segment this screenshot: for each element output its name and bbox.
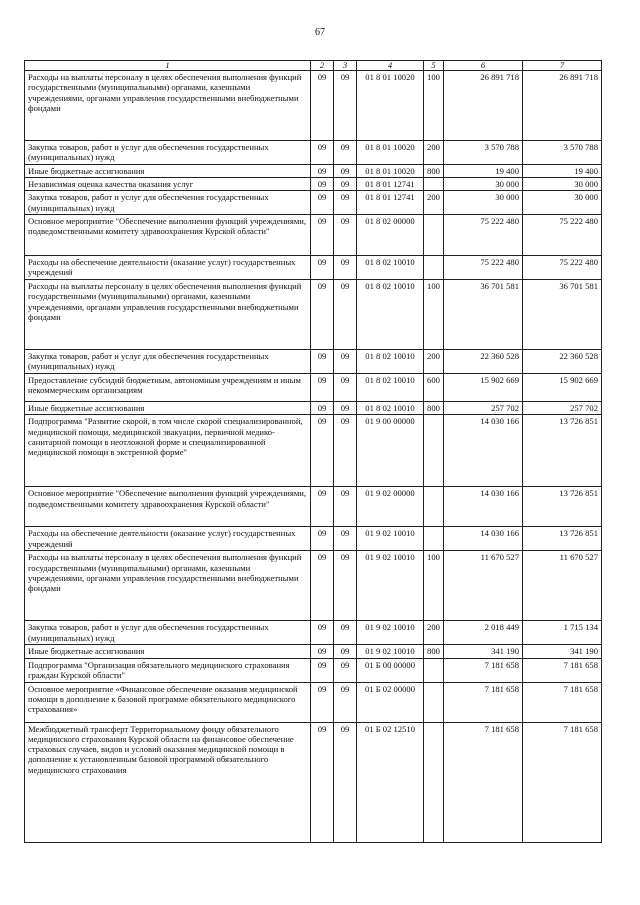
row-expense-type	[424, 255, 444, 279]
row-name: Межбюджетный трансферт Территориальному фонду обязательного медицинского страхования Курской области на финансовое обеспечение страховых случаев, видов и условий оказания медицинской помощи в дополнение к установленным базовой программой обязательного медицинского страхования	[25, 722, 311, 842]
row-name: Закупка товаров, работ и услуг для обеспечения государственных (муниципальных) нужд	[25, 141, 311, 165]
row-subsection: 09	[334, 214, 357, 255]
row-amount-1: 2 018 449	[444, 621, 523, 645]
row-section: 09	[311, 71, 334, 141]
row-amount-2: 13 726 851	[523, 527, 602, 551]
row-amount-2: 7 181 658	[523, 722, 602, 842]
row-expense-type: 100	[424, 551, 444, 621]
row-target-article: 01 Б 00 00000	[357, 658, 424, 682]
table-row	[25, 658, 602, 682]
row-name: Предоставление субсидий бюджетным, автономным учреждениям и иным некоммерческим организациям	[25, 373, 311, 401]
row-expense-type: 600	[424, 373, 444, 401]
row-name: Основное мероприятие «Финансовое обеспечение оказания медицинской помощи в дополнение к базовой программе обязательного медицинского страхования»	[25, 682, 311, 722]
row-amount-2: 7 181 658	[523, 658, 602, 682]
row-name: Закупка товаров, работ и услуг для обеспечения государственных (муниципальных) нужд	[25, 191, 311, 215]
page-number: 67	[315, 27, 325, 38]
row-target-article: 01 8 01 12741	[357, 177, 424, 190]
row-expense-type: 800	[424, 164, 444, 177]
row-target-article: 01 9 02 10010	[357, 527, 424, 551]
row-section: 09	[311, 177, 334, 190]
row-expense-type	[424, 722, 444, 842]
table-row	[25, 682, 602, 722]
row-amount-1: 341 190	[444, 645, 523, 658]
row-amount-2: 30 000	[523, 191, 602, 215]
row-subsection: 09	[334, 527, 357, 551]
row-name: Независимая оценка качества оказания услуг	[25, 177, 311, 190]
row-amount-1: 257 702	[444, 401, 523, 414]
row-target-article: 01 8 02 10010	[357, 373, 424, 401]
row-amount-2: 1 715 134	[523, 621, 602, 645]
row-subsection: 09	[334, 141, 357, 165]
row-section: 09	[311, 141, 334, 165]
row-expense-type	[424, 415, 444, 487]
table-row	[25, 621, 602, 645]
row-section: 09	[311, 191, 334, 215]
row-subsection: 09	[334, 487, 357, 527]
row-section: 09	[311, 551, 334, 621]
column-header: 5	[424, 61, 444, 71]
row-subsection: 09	[334, 682, 357, 722]
row-name: Основное мероприятие "Обеспечение выполнения функций учреждениями, подведомственными комитету здравоохранения Курской области"	[25, 214, 311, 255]
row-amount-2: 15 902 669	[523, 373, 602, 401]
row-section: 09	[311, 415, 334, 487]
row-subsection: 09	[334, 255, 357, 279]
table-row	[25, 255, 602, 279]
table-row	[25, 177, 602, 190]
row-amount-2: 75 222 480	[523, 214, 602, 255]
row-subsection: 09	[334, 551, 357, 621]
table-row	[25, 722, 602, 842]
row-target-article: 01 8 01 10020	[357, 164, 424, 177]
table-row	[25, 551, 602, 621]
row-section: 09	[311, 682, 334, 722]
table-row	[25, 349, 602, 373]
row-name: Иные бюджетные ассигнования	[25, 164, 311, 177]
row-target-article: 01 8 02 10010	[357, 349, 424, 373]
row-expense-type	[424, 658, 444, 682]
column-header: 6	[444, 61, 523, 71]
row-amount-2: 19 400	[523, 164, 602, 177]
table-row	[25, 373, 602, 401]
row-amount-2: 26 891 718	[523, 71, 602, 141]
table-row	[25, 401, 602, 414]
row-amount-1: 36 701 581	[444, 279, 523, 349]
row-target-article: 01 9 00 00000	[357, 415, 424, 487]
row-name: Иные бюджетные ассигнования	[25, 645, 311, 658]
row-section: 09	[311, 527, 334, 551]
row-target-article: 01 9 02 10010	[357, 621, 424, 645]
row-name: Иные бюджетные ассигнования	[25, 401, 311, 414]
table-header-row	[25, 61, 602, 71]
row-section: 09	[311, 487, 334, 527]
row-amount-1: 22 360 528	[444, 349, 523, 373]
row-amount-2: 341 190	[523, 645, 602, 658]
row-expense-type: 100	[424, 71, 444, 141]
row-expense-type	[424, 527, 444, 551]
row-section: 09	[311, 645, 334, 658]
row-amount-1: 30 000	[444, 191, 523, 215]
row-amount-1: 19 400	[444, 164, 523, 177]
row-name: Расходы на обеспечение деятельности (оказание услуг) государственных учреждений	[25, 255, 311, 279]
row-name: Расходы на выплаты персоналу в целях обеспечения выполнения функций государственными (муниципальными) органами, казенными учреждениями, органами управления государственными внебюджетными фондами	[25, 551, 311, 621]
row-amount-1: 11 670 527	[444, 551, 523, 621]
row-expense-type: 800	[424, 401, 444, 414]
row-amount-1: 14 030 166	[444, 527, 523, 551]
row-expense-type	[424, 214, 444, 255]
row-subsection: 09	[334, 722, 357, 842]
row-amount-1: 75 222 480	[444, 255, 523, 279]
row-name: Основное мероприятие "Обеспечение выполнения функций учреждениями, подведомственными комитету здравоохранения Курской области"	[25, 487, 311, 527]
row-amount-2: 36 701 581	[523, 279, 602, 349]
row-target-article: 01 8 01 10020	[357, 141, 424, 165]
row-section: 09	[311, 164, 334, 177]
row-amount-1: 14 030 166	[444, 487, 523, 527]
row-amount-1: 26 891 718	[444, 71, 523, 141]
table-row	[25, 141, 602, 165]
row-subsection: 09	[334, 279, 357, 349]
row-subsection: 09	[334, 177, 357, 190]
row-amount-1: 3 570 788	[444, 141, 523, 165]
row-target-article: 01 8 01 12741	[357, 191, 424, 215]
row-expense-type: 200	[424, 141, 444, 165]
row-name: Закупка товаров, работ и услуг для обеспечения государственных (муниципальных) нужд	[25, 349, 311, 373]
row-expense-type	[424, 177, 444, 190]
row-name: Закупка товаров, работ и услуг для обеспечения государственных (муниципальных) нужд	[25, 621, 311, 645]
row-section: 09	[311, 255, 334, 279]
row-section: 09	[311, 349, 334, 373]
row-name: Подпрограмма "Организация обязательного медицинского страхования граждан Курской области"	[25, 658, 311, 682]
row-subsection: 09	[334, 164, 357, 177]
row-amount-1: 14 030 166	[444, 415, 523, 487]
row-section: 09	[311, 279, 334, 349]
row-expense-type	[424, 487, 444, 527]
row-target-article: 01 Б 02 00000	[357, 682, 424, 722]
row-amount-2: 7 181 658	[523, 682, 602, 722]
row-amount-1: 7 181 658	[444, 658, 523, 682]
row-target-article: 01 8 01 10020	[357, 71, 424, 141]
row-amount-1: 7 181 658	[444, 722, 523, 842]
row-subsection: 09	[334, 191, 357, 215]
row-amount-2: 3 570 788	[523, 141, 602, 165]
row-subsection: 09	[334, 645, 357, 658]
row-name: Расходы на выплаты персоналу в целях обеспечения выполнения функций государственными (муниципальными) органами, казенными учреждениями, органами управления государственными внебюджетными фондами	[25, 279, 311, 349]
row-expense-type: 200	[424, 349, 444, 373]
row-amount-2: 30 000	[523, 177, 602, 190]
row-target-article: 01 8 02 00000	[357, 214, 424, 255]
row-section: 09	[311, 621, 334, 645]
table-row	[25, 191, 602, 215]
budget-table	[24, 60, 602, 843]
row-amount-2: 75 222 480	[523, 255, 602, 279]
row-amount-1: 30 000	[444, 177, 523, 190]
row-amount-1: 7 181 658	[444, 682, 523, 722]
row-amount-2: 11 670 527	[523, 551, 602, 621]
row-target-article: 01 8 02 10010	[357, 255, 424, 279]
row-name: Подпрограмма "Развитие скорой, в том числе скорой специализированной, медицинской помощи, медицинской эвакуации, первичной медико-санитарной помощи в неотложной форме и специализированной медицинской помощи в экстренной форме"	[25, 415, 311, 487]
row-target-article: 01 9 02 10010	[357, 645, 424, 658]
row-section: 09	[311, 214, 334, 255]
column-header: 1	[25, 61, 311, 71]
table-row	[25, 164, 602, 177]
table-row	[25, 415, 602, 487]
row-amount-2: 257 702	[523, 401, 602, 414]
row-section: 09	[311, 658, 334, 682]
row-amount-2: 13 726 851	[523, 487, 602, 527]
row-amount-2: 22 360 528	[523, 349, 602, 373]
column-header: 3	[334, 61, 357, 71]
table-row	[25, 71, 602, 141]
row-expense-type: 200	[424, 621, 444, 645]
table-row	[25, 279, 602, 349]
table-row	[25, 645, 602, 658]
row-name: Расходы на обеспечение деятельности (оказание услуг) государственных учреждений	[25, 527, 311, 551]
row-subsection: 09	[334, 71, 357, 141]
row-expense-type: 100	[424, 279, 444, 349]
row-expense-type: 800	[424, 645, 444, 658]
row-subsection: 09	[334, 373, 357, 401]
row-subsection: 09	[334, 621, 357, 645]
row-amount-1: 15 902 669	[444, 373, 523, 401]
row-target-article: 01 9 02 00000	[357, 487, 424, 527]
table-row	[25, 527, 602, 551]
row-target-article: 01 Б 02 12510	[357, 722, 424, 842]
row-target-article: 01 8 02 10010	[357, 401, 424, 414]
column-header: 4	[357, 61, 424, 71]
column-header: 2	[311, 61, 334, 71]
row-expense-type: 200	[424, 191, 444, 215]
table-row	[25, 214, 602, 255]
row-target-article: 01 9 02 10010	[357, 551, 424, 621]
row-amount-2: 13 726 851	[523, 415, 602, 487]
row-expense-type	[424, 682, 444, 722]
row-target-article: 01 8 02 10010	[357, 279, 424, 349]
row-subsection: 09	[334, 349, 357, 373]
row-name: Расходы на выплаты персоналу в целях обеспечения выполнения функций государственными (муниципальными) органами, казенными учреждениями, органами управления государственными внебюджетными фондами	[25, 71, 311, 141]
row-section: 09	[311, 373, 334, 401]
column-header: 7	[523, 61, 602, 71]
row-subsection: 09	[334, 415, 357, 487]
table-row	[25, 487, 602, 527]
row-subsection: 09	[334, 658, 357, 682]
row-subsection: 09	[334, 401, 357, 414]
row-amount-1: 75 222 480	[444, 214, 523, 255]
row-section: 09	[311, 722, 334, 842]
row-section: 09	[311, 401, 334, 414]
